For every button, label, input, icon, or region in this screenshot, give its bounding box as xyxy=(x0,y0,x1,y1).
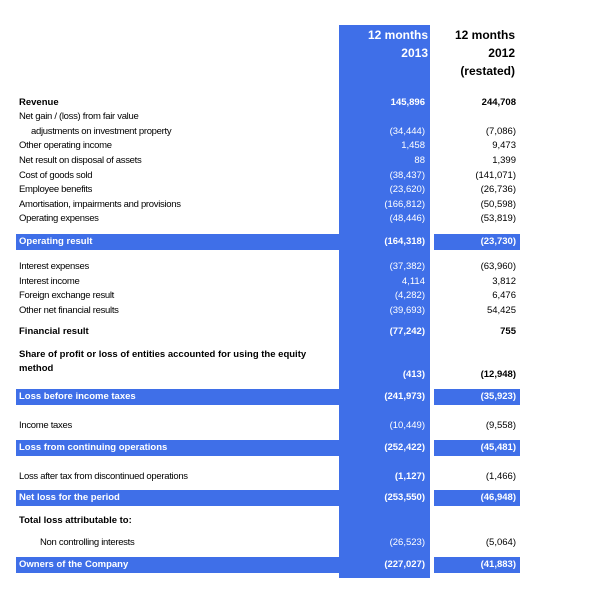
value-2013: (166,812) xyxy=(384,199,425,210)
header-2012-line2: 2012 xyxy=(488,46,515,60)
value-2013: (34,444) xyxy=(389,126,425,137)
header-2013 xyxy=(339,26,428,62)
header-2013-line2: 2013 xyxy=(401,46,428,60)
header-2013-line1: 12 months xyxy=(367,28,428,42)
row-label: Amortisation, impairments and provisions xyxy=(19,199,181,210)
row-label: Cost of goods sold xyxy=(19,170,93,181)
value-2012: (26,736) xyxy=(480,184,516,195)
value-2012: 9,473 xyxy=(492,140,516,151)
value-2013: (38,437) xyxy=(389,170,425,181)
value-2013: (23,620) xyxy=(389,184,425,195)
value-2012: (45,481) xyxy=(480,442,516,453)
row-label: Loss after tax from discontinued operations xyxy=(19,471,188,482)
band-separator xyxy=(430,234,434,250)
row-label: Share of profit or loss of entities accounted for using the equity xyxy=(19,349,307,360)
value-2012: 244,708 xyxy=(481,97,516,108)
value-2013: (48,446) xyxy=(389,213,425,224)
value-2013: (4,282) xyxy=(394,290,425,301)
value-2012: (63,960) xyxy=(480,261,516,272)
value-2012: (53,819) xyxy=(480,213,516,224)
value-2013: (252,422) xyxy=(384,442,425,453)
value-2013: (1,127) xyxy=(394,471,425,482)
value-2013: (39,693) xyxy=(389,305,425,316)
value-2012: (7,086) xyxy=(485,126,516,137)
value-2013: (37,382) xyxy=(389,261,425,272)
row-label: Owners of the Company xyxy=(19,559,129,570)
row-label: Other net financial results xyxy=(19,305,119,316)
value-2012: 1,399 xyxy=(492,155,516,166)
row-label: Employee benefits xyxy=(19,184,93,195)
row-label: Non controlling interests xyxy=(40,537,135,548)
row-label: Net gain / (loss) from fair value xyxy=(19,111,139,122)
row-label: Interest income xyxy=(19,276,80,287)
value-2012: (41,883) xyxy=(480,559,516,570)
row-label: adjustments on investment property xyxy=(31,126,172,137)
value-2013: (241,973) xyxy=(384,391,425,402)
value-2012: 755 xyxy=(500,326,516,337)
row-label: Interest expenses xyxy=(19,261,89,272)
value-2012: (141,071) xyxy=(475,170,516,181)
value-2012: (1,466) xyxy=(485,471,516,482)
row-label: Net result on disposal of assets xyxy=(19,155,142,166)
value-2012: (35,923) xyxy=(480,391,516,402)
row-label: Financial result xyxy=(19,326,89,337)
row-label: Foreign exchange result xyxy=(19,290,115,301)
header-2012-line3: (restated) xyxy=(460,64,515,78)
value-2013: 4,114 xyxy=(401,276,425,287)
value-2013: (164,318) xyxy=(384,236,425,247)
row-label: Operating expenses xyxy=(19,213,99,224)
row-label: Income taxes xyxy=(19,420,72,431)
value-2013: (227,027) xyxy=(384,559,425,570)
value-2013: (10,449) xyxy=(389,420,425,431)
row-label: Loss before income taxes xyxy=(19,391,136,402)
header-2012-line1: 12 months xyxy=(454,28,515,42)
value-2013: 1,458 xyxy=(401,140,425,151)
band-separator xyxy=(430,389,434,405)
row-label: Operating result xyxy=(19,236,93,247)
value-2012: (46,948) xyxy=(480,492,516,503)
value-2012: 6,476 xyxy=(492,290,516,301)
header-2012 xyxy=(434,26,515,80)
row-label: Loss from continuing operations xyxy=(19,442,168,453)
value-2013: (26,523) xyxy=(389,537,425,548)
value-2012: (12,948) xyxy=(480,369,516,380)
band-separator xyxy=(430,490,434,506)
value-2013: 88 xyxy=(414,155,425,166)
row-label: Net loss for the period xyxy=(19,492,120,503)
value-2013: (253,550) xyxy=(384,492,425,503)
row-label: method xyxy=(19,363,54,374)
band-separator xyxy=(430,440,434,456)
value-2012: (50,598) xyxy=(480,199,516,210)
value-2013: (77,242) xyxy=(389,326,425,337)
value-2012: (5,064) xyxy=(485,537,516,548)
row-label: Total loss attributable to: xyxy=(19,515,132,526)
value-2012: (23,730) xyxy=(480,236,516,247)
value-2012: (9,558) xyxy=(485,420,516,431)
row-label: Other operating income xyxy=(19,140,112,151)
value-2012: 54,425 xyxy=(486,305,516,316)
value-2013: 145,896 xyxy=(390,97,425,108)
value-2012: 3,812 xyxy=(492,276,516,287)
row-label: Revenue xyxy=(19,97,59,108)
value-2013: (413) xyxy=(402,369,425,380)
band-separator xyxy=(430,557,434,573)
